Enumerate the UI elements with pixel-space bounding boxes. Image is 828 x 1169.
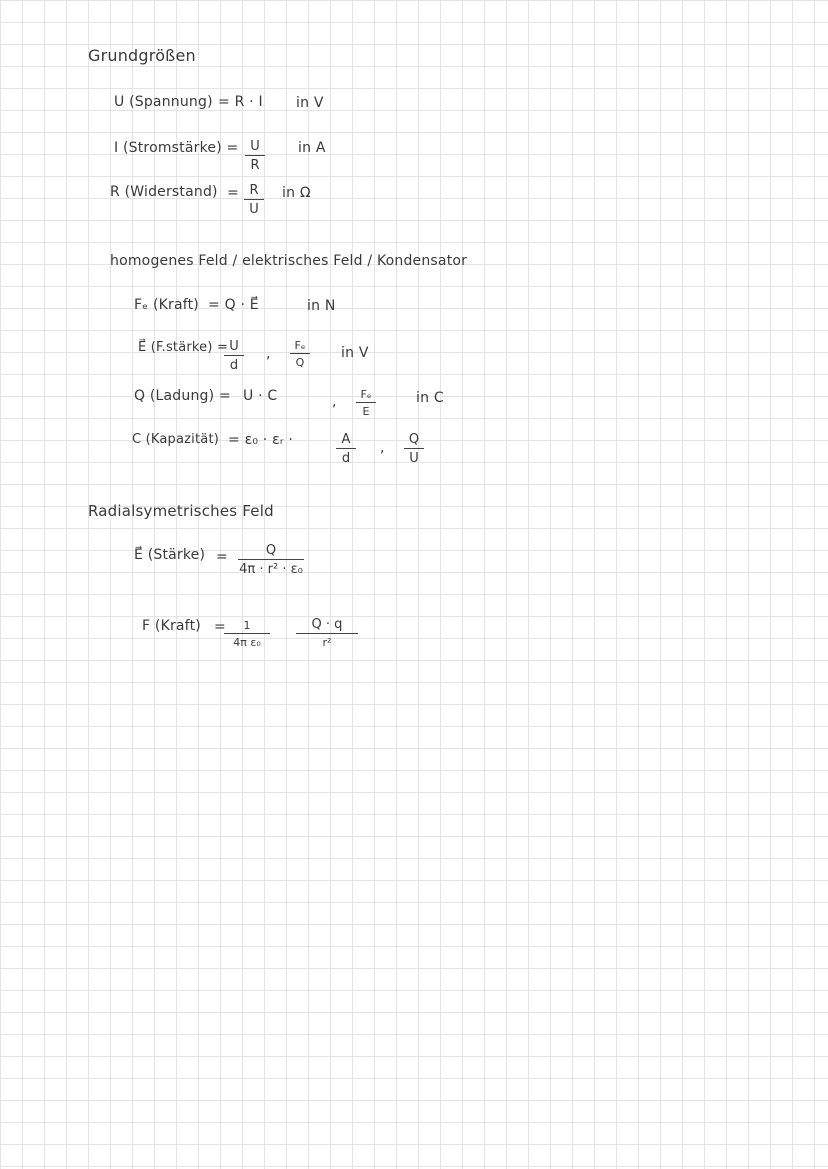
- radial-force-equals: =: [214, 619, 226, 635]
- charge-label: Q (Ladung) =: [134, 388, 231, 404]
- charge-denominator: E: [362, 405, 370, 418]
- field-strength-comma: ,: [266, 346, 271, 362]
- field-strength-numerator-1: U: [224, 340, 244, 356]
- current-label: I (Stromstärke) =: [114, 140, 239, 156]
- current-denominator: R: [250, 158, 260, 173]
- radial-field-strength-numerator: Q: [238, 544, 304, 560]
- capacitance-numerator-1: A: [336, 433, 356, 449]
- capacitance-numerator-2: Q: [404, 433, 424, 449]
- current-numerator: U: [245, 140, 265, 156]
- force-formula: = Q · E⃗: [208, 297, 259, 313]
- section-heading-homogenes-feld: homogenes Feld / elektrisches Feld / Kondensator: [110, 253, 468, 269]
- field-strength-denominator-2: Q: [295, 356, 305, 369]
- voltage-label: U (Spannung): [114, 94, 213, 110]
- resistance-unit: in Ω: [282, 185, 311, 201]
- radial-force-label: F (Kraft): [142, 618, 201, 634]
- field-strength-denominator-1: d: [229, 358, 239, 373]
- field-strength-label: E⃗ (F.stärke) =: [138, 340, 229, 355]
- charge-formula: U · C: [243, 388, 278, 404]
- voltage-formula: = R · I: [218, 94, 263, 110]
- radial-force-denominator-2: r²: [322, 636, 332, 649]
- resistance-fraction: [244, 184, 264, 216]
- radial-force-fraction-1: [224, 620, 270, 648]
- capacitance-fraction-2: [404, 433, 424, 465]
- resistance-denominator: U: [249, 202, 259, 217]
- force-label: Fₑ (Kraft): [134, 297, 199, 313]
- charge-comma: ,: [332, 394, 337, 410]
- resistance-numerator: R: [244, 184, 264, 200]
- field-strength-fraction-1: [224, 340, 244, 372]
- capacitance-denominator-2: U: [409, 451, 419, 466]
- current-unit: in A: [298, 140, 326, 156]
- force-unit: in N: [307, 298, 336, 314]
- radial-field-strength-fraction: [238, 544, 304, 576]
- capacitance-denominator-1: d: [341, 451, 351, 466]
- charge-unit: in C: [416, 390, 444, 406]
- capacitance-comma: ,: [380, 440, 385, 456]
- radial-field-strength-label: E⃗ (Stärke): [134, 547, 206, 563]
- section-heading-radialsymmetrisches-feld: Radialsymetrisches Feld: [88, 502, 274, 520]
- radial-field-strength-equals: =: [216, 549, 228, 565]
- current-fraction: [245, 140, 265, 172]
- radial-field-strength-denominator: 4π · r² · ε₀: [239, 562, 303, 577]
- radial-force-numerator-1: 1: [224, 620, 270, 634]
- resistance-label: R (Widerstand): [110, 184, 218, 200]
- charge-fraction: [356, 389, 376, 417]
- voltage-unit: in V: [296, 95, 324, 111]
- radial-force-denominator-1: 4π ε₀: [233, 636, 261, 649]
- field-strength-fraction-2: [290, 340, 310, 368]
- radial-force-numerator-2: Q · q: [296, 618, 358, 634]
- resistance-equals: =: [227, 185, 239, 201]
- radial-force-fraction-2: [296, 618, 358, 648]
- capacitance-fraction-1: [336, 433, 356, 465]
- charge-numerator: Fₑ: [356, 389, 376, 403]
- field-strength-unit: in V: [341, 345, 369, 361]
- capacitance-formula: = ε₀ · εᵣ ·: [228, 432, 294, 448]
- field-strength-numerator-2: Fₑ: [290, 340, 310, 354]
- section-heading-grundgroessen: Grundgrößen: [88, 46, 196, 65]
- capacitance-label: C (Kapazität): [132, 432, 220, 447]
